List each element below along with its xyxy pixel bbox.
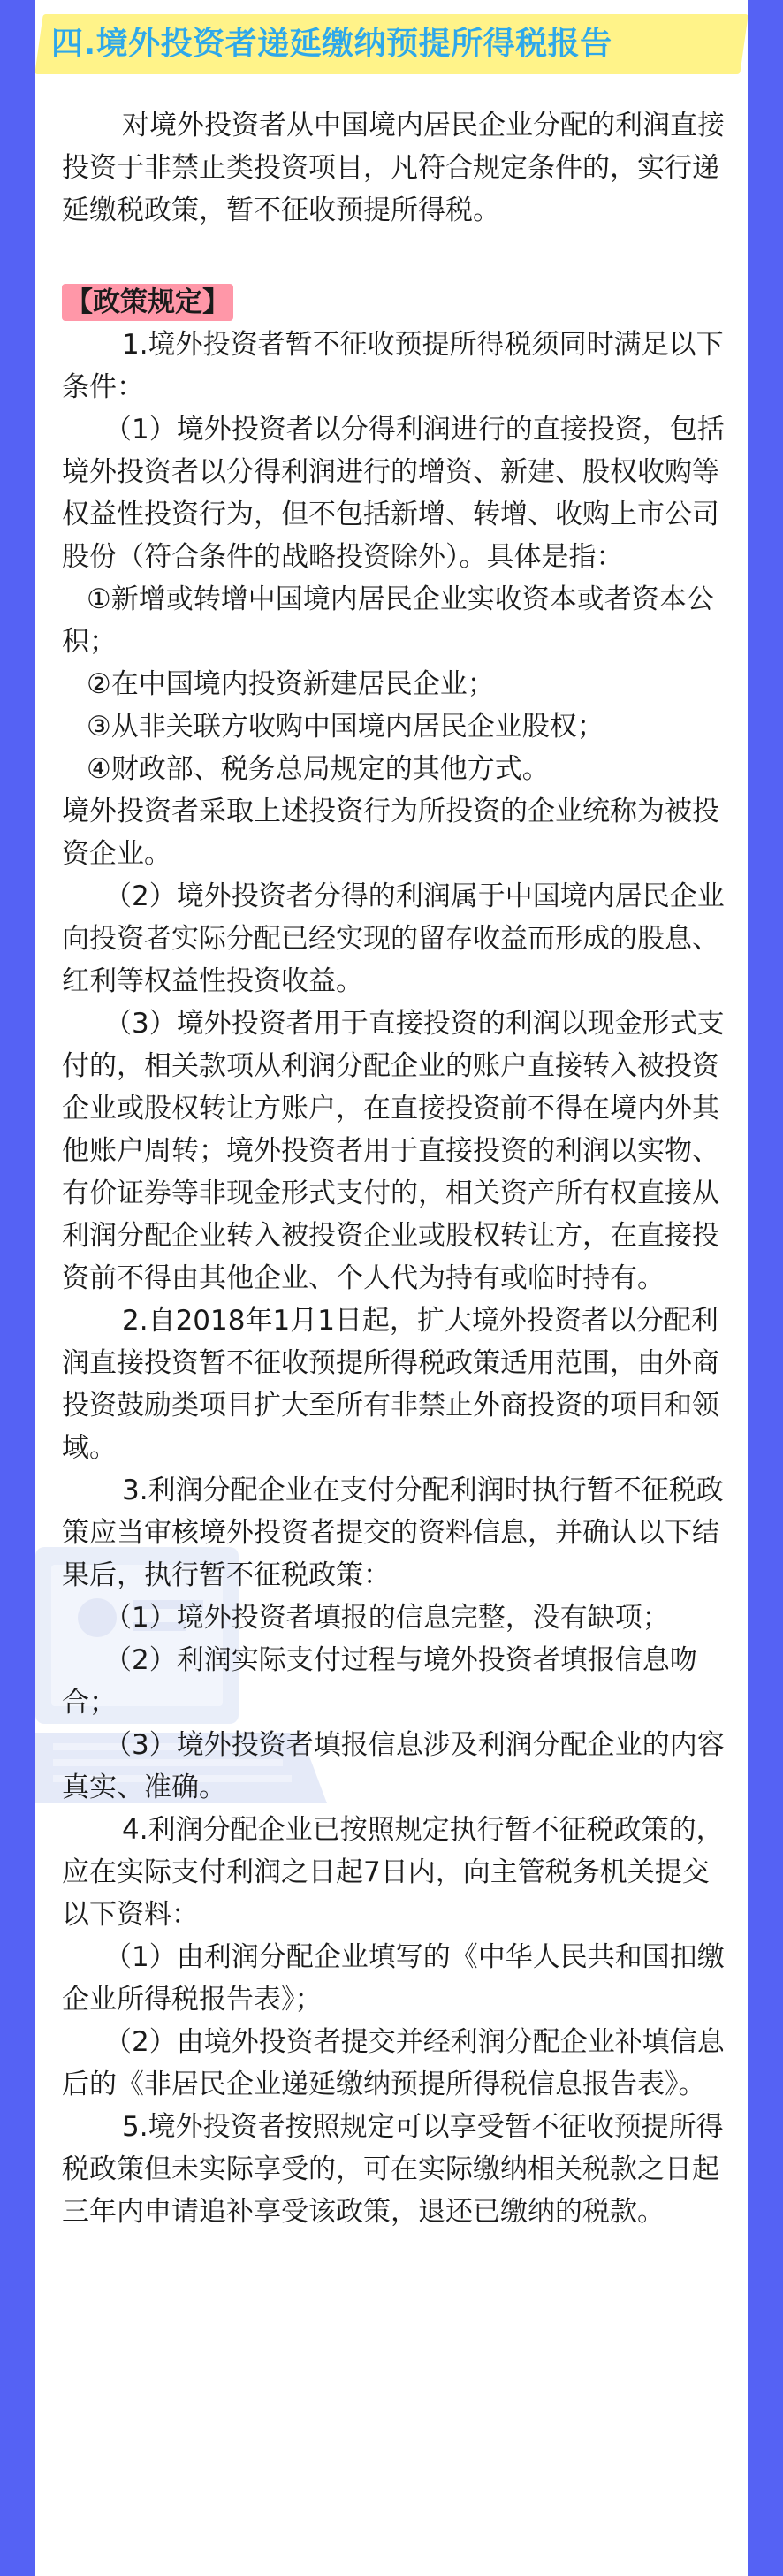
- paragraph: 境外投资者采取上述投资行为所投资的企业统称为被投资企业。: [62, 796, 719, 870]
- paragraph: 1.境外投资者暂不征收预提所得税须同时满足以下条件：: [62, 329, 724, 403]
- policy-tag: 【政策规定】: [62, 284, 233, 321]
- policy-tag-row: [62, 281, 726, 324]
- paragraph: 5.境外投资者按照规定可以享受暂不征收预提所得税政策但未实际享受的，可在实际缴纳相关税款之日起三年内申请追补享受该政策，退还已缴纳的税款。: [62, 2111, 724, 2228]
- paragraph: （1）境外投资者填报的信息完整，没有缺项；: [104, 1602, 670, 1634]
- paragraph: （2）由境外投资者提交并经利润分配企业补填信息后的《非居民企业递延缴纳预提所得税信息报告表》。: [62, 2026, 725, 2100]
- paragraph: （3）境外投资者用于直接投资的利润以现金形式支付的，相关款项从利润分配企业的账户直接转入被投资企业或股权转让方账户，在直接投资前不得在境内外其他账户周转；境外投资者用于直接投资的利润以实物、有价证券等非现金形式支付的，相关资产所有权直接从利润分配企业转入被投资企业或股权转让方，在直接投资前不得由其他企业、个人代为持有或临时持有。: [62, 1008, 725, 1294]
- paragraph: ①新增或转增中国境内居民企业实收资本或者资本公积；: [62, 583, 714, 658]
- paragraph: （1）由利润分配企业填写的《中华人民共和国扣缴企业所得税报告表》；: [62, 1941, 725, 2016]
- paragraph: （2）利润实际支付过程与境外投资者填报信息吻合；: [62, 1644, 697, 1719]
- intro-paragraph: 对境外投资者从中国境内居民企业分配的利润直接投资于非禁止类投资项目，凡符合规定条件的，实行递延缴税政策，暂不征收预提所得税。: [62, 110, 725, 226]
- paragraph: （1）境外投资者以分得利润进行的直接投资，包括境外投资者以分得利润进行的增资、新建、股权收购等权益性投资行为，但不包括新增、转增、收购上市公司股份（符合条件的战略投资除外）。具体是指：: [62, 414, 725, 573]
- spacer: [62, 232, 726, 281]
- paragraph: ④财政部、税务总局规定的其他方式。: [87, 753, 550, 785]
- paragraph: （3）境外投资者填报信息涉及利润分配企业的内容真实、准确。: [62, 1729, 725, 1803]
- paragraph: ②在中国境内投资新建居民企业；: [87, 668, 495, 700]
- paragraph: 3.利润分配企业在支付分配利润时执行暂不征税政策应当审核境外投资者提交的资料信息，并确认以下结果后，执行暂不征税政策：: [62, 1475, 724, 1591]
- page-title: 四.境外投资者递延缴纳预提所得税报告: [51, 26, 612, 62]
- article-page: [35, 0, 748, 2576]
- paragraph: ③从非关联方收购中国境内居民企业股权；: [87, 711, 604, 743]
- article-body: [62, 104, 726, 2233]
- paragraph: 4.利润分配企业已按照规定执行暂不征税政策的，应在实际支付利润之日起7日内，向主管税务机关提交以下资料：: [62, 1814, 724, 1931]
- paragraph: （2）境外投资者分得的利润属于中国境内居民企业向投资者实际分配已经实现的留存收益而形成的股息、红利等权益性投资收益。: [62, 880, 725, 997]
- title-banner: [35, 9, 748, 80]
- paragraph: 2.自2018年1月1日起，扩大境外投资者以分配利润直接投资暂不征收预提所得税政策适用范围，由外商投资鼓励类项目扩大至所有非禁止外商投资的项目和领域。: [62, 1305, 719, 1464]
